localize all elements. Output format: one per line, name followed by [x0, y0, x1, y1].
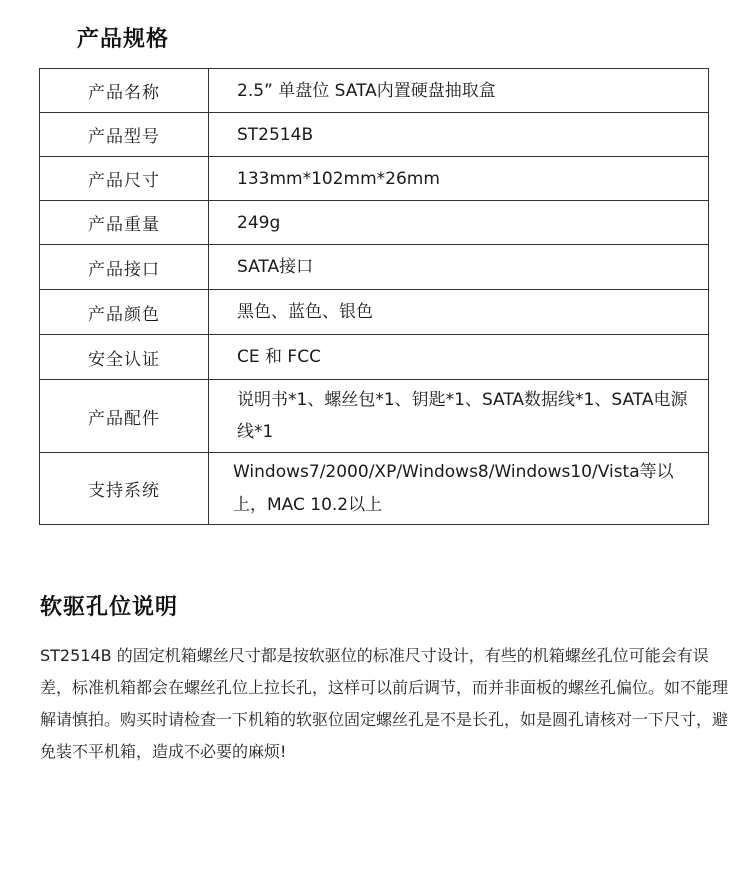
spec-value: 249g — [209, 201, 709, 245]
note-paragraph: ST2514B 的固定机箱螺丝尺寸都是按软驱位的标准尺寸设计，有些的机箱螺丝孔位可能会有误差，标准机箱都会在螺丝孔位上拉长孔，这样可以前后调节，而并非面板的螺丝孔偏位。如不能理解请慎拍。购买时请检查一下机箱的软驱位固定螺丝孔是不是长孔，如是圆孔请核对一下尺寸，避免装不平机箱，造成不必要的麻烦! — [40, 646, 729, 761]
table-row — [40, 113, 709, 157]
table-row — [40, 201, 709, 245]
table-row — [40, 245, 709, 290]
spec-section-title: 产品规格 — [77, 27, 170, 52]
table-row — [40, 290, 709, 335]
spec-label: 产品配件 — [40, 380, 209, 453]
spec-label: 产品名称 — [40, 69, 209, 113]
note-section-title: 软驱孔位说明 — [40, 595, 179, 620]
spec-label: 产品颜色 — [40, 290, 209, 335]
spec-label: 产品重量 — [40, 201, 209, 245]
spec-table — [39, 68, 709, 525]
spec-label: 产品尺寸 — [40, 157, 209, 201]
spec-label: 支持系统 — [40, 453, 209, 525]
spec-label: 安全认证 — [40, 335, 209, 380]
table-row — [40, 380, 709, 453]
spec-value: 133mm*102mm*26mm — [209, 157, 709, 201]
spec-label: 产品型号 — [40, 113, 209, 157]
table-row — [40, 157, 709, 201]
spec-value: ST2514B — [209, 113, 709, 157]
spec-value: 说明书*1、螺丝包*1、钥匙*1、SATA数据线*1、SATA电源线*1 — [209, 380, 709, 453]
spec-value: SATA接口 — [209, 245, 709, 290]
table-row — [40, 335, 709, 380]
spec-value: 2.5” 单盘位 SATA内置硬盘抽取盒 — [209, 69, 709, 113]
spec-value: 黑色、蓝色、银色 — [209, 290, 709, 335]
spec-value: CE 和 FCC — [209, 335, 709, 380]
spec-value: Windows7/2000/XP/Windows8/Windows10/Vista等以上，MAC 10.2以上 — [209, 453, 709, 525]
table-row — [40, 453, 709, 525]
spec-label: 产品接口 — [40, 245, 209, 290]
table-row — [40, 69, 709, 113]
